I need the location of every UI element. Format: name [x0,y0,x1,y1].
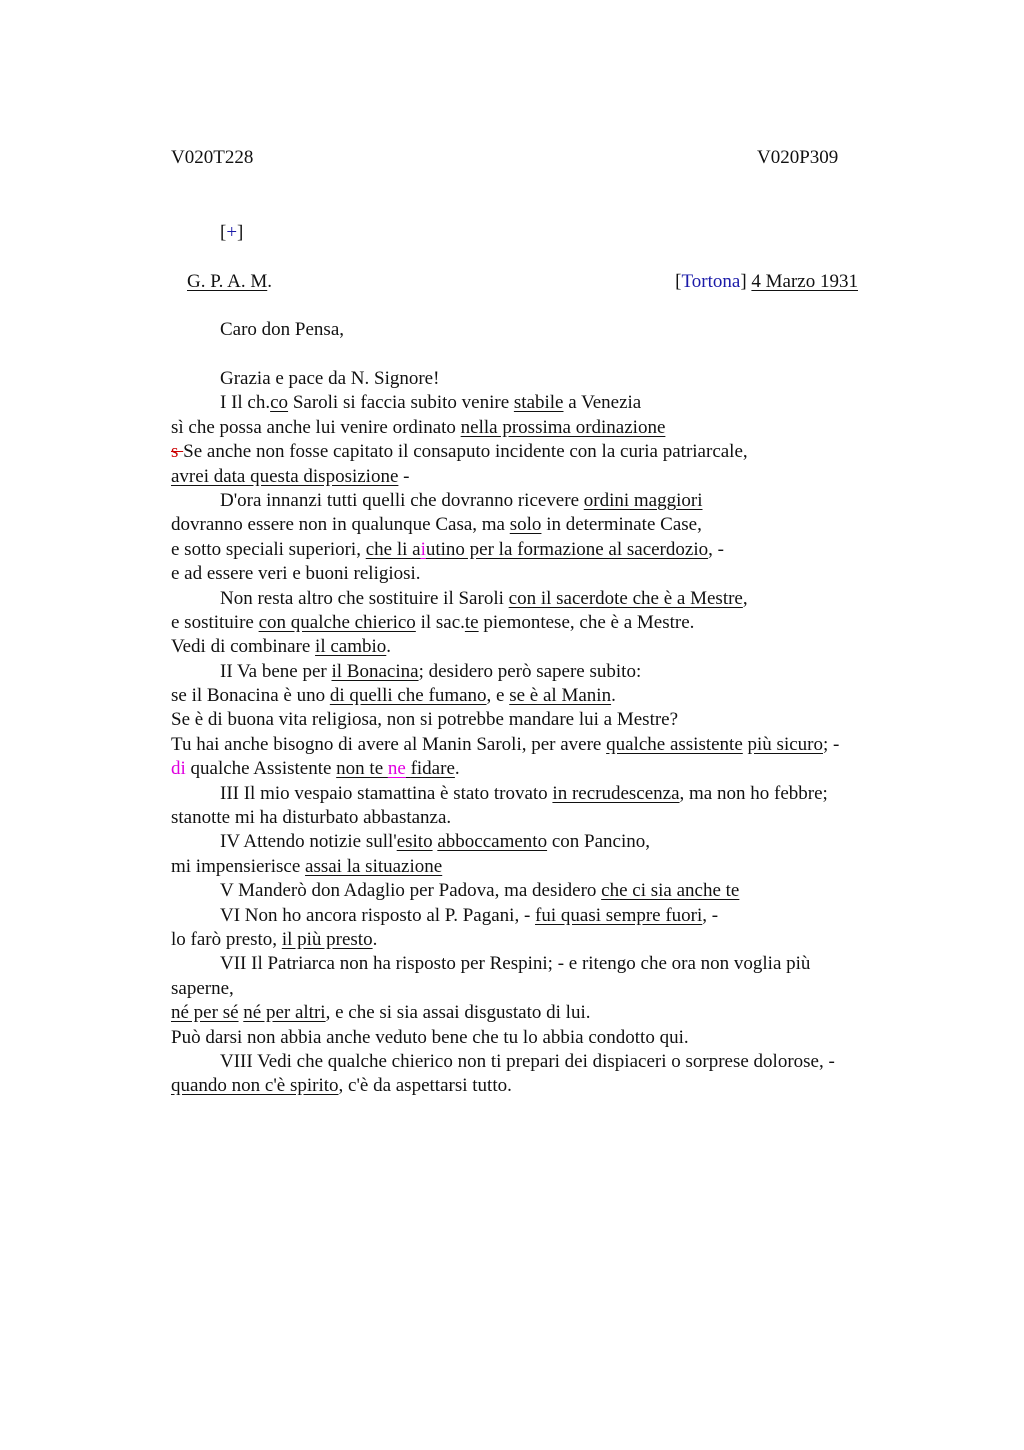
text-segment: - [398,465,410,487]
text-segment: . [454,758,460,780]
body-line [171,538,931,562]
underlined-segment: fui quasi sempre fuori [535,904,703,926]
text-segment: piemontese, che è a Mestre. [478,611,695,633]
text-segment: VI Non ho ancora risposto al P. Pagani, - [220,904,536,926]
text-segment: VIII Vedi che qualche chierico non ti prepari dei dispiaceri o sorprese dolorose, - [220,1050,835,1072]
underlined-segment: con qualche chierico [258,611,416,633]
text-segment: ; desidero però sapere subito: [418,660,642,682]
place-bracket-close: ] [740,271,747,292]
text-segment: . [611,685,616,707]
text-segment: IV Attendo notizie sull' [220,831,397,853]
body-line [171,782,931,806]
body-line [171,879,931,903]
body-line [171,952,931,976]
text-segment: I Il ch. [220,392,271,414]
body-line [171,928,931,952]
text-segment: , [742,587,748,609]
text-segment: con Pancino, [547,831,650,853]
body-line [171,1074,931,1098]
text-segment: mi impensierisce [171,855,306,877]
underlined-segment: con il sacerdote che è a Mestre [508,587,743,609]
text-segment: Non resta altro che sostituire il Saroli [220,587,509,609]
underlined-segment: il cambio [315,636,387,658]
document-code-right: V020P309 [757,147,839,168]
body-line [171,757,931,781]
underlined-segment: nella prossima ordinazione [460,416,666,438]
text-segment: qualche Assistente [185,758,337,780]
body-line [171,611,931,635]
body-line [171,977,931,1001]
underlined-segment: più sicuro [747,733,823,755]
text-segment: sì che possa anche lui venire ordinato [171,416,461,438]
text-segment: lo farò presto, [171,928,282,950]
text-segment: Tu hai anche bisogno di avere al Manin Saroli, per avere [171,733,607,755]
text-segment: saperne, [171,977,234,999]
underlined-segment: di quelli che fumano [329,685,487,707]
text-segment: Se anche non fosse capitato il consaputo incidente con la curia patriarcale, [183,441,748,463]
body-line [171,513,931,537]
expand-bracket-close: ] [237,222,244,243]
body-line [171,660,931,684]
text-segment: , - [708,538,724,560]
text-segment: , e che si sia assai disgustato di lui. [325,1002,591,1024]
body-line [171,1001,931,1025]
sender-dot: . [267,271,272,292]
text-segment: Saroli si faccia subito venire [288,392,514,414]
body-line [171,830,931,854]
place-link[interactable]: Tortona [681,271,741,292]
underlined-segment: che li a [365,538,421,560]
text-segment: . [372,928,378,950]
letter-body [171,367,931,1099]
body-line [171,806,931,830]
underlined-segment: ordini maggiori [583,489,703,511]
body-line [171,1026,931,1050]
expand-bracket-open: [ [220,222,227,243]
underlined-segment: se è al Manin [509,685,612,707]
corrected-segment: ne [387,758,406,780]
text-segment: D'ora innanzi tutti quelli che dovranno ricevere [220,489,584,511]
text-segment: , e [486,685,510,707]
underlined-segment: né per altri [243,1002,326,1024]
text-segment: in determinate Case, [541,514,702,536]
underlined-segment: qualche assistente [606,733,743,755]
underlined-segment: assai la situazione [305,855,443,877]
text-segment: Se è di buona vita religiosa, non si potrebbe mandare lui a Mestre? [171,709,679,731]
body-line [171,1050,931,1074]
body-line [171,562,931,586]
deleted-segment: s [171,441,184,463]
underlined-segment: il Bonacina [331,660,419,682]
body-line [171,465,931,489]
text-segment: e ad essere veri e buoni religiosi. [171,563,421,585]
text-segment: Può darsi non abbia anche veduto bene che tu lo abbia condotto qui. [171,1026,689,1048]
plus-icon[interactable]: + [226,222,238,243]
underlined-segment: utino per la formazione al sacerdozio [425,538,709,560]
text-segment: il sac. [415,611,465,633]
underlined-segment: né per sé [171,1002,239,1024]
underlined-segment: fidare [410,758,455,780]
letter-date: 4 Marzo 1931 [751,271,858,292]
underlined-segment: quando non c'è spirito [171,1075,339,1097]
corrected-segment: di [171,758,186,780]
body-line [171,635,931,659]
text-segment: . [386,636,392,658]
text-segment: Grazia e pace da N. Signore! [220,368,440,389]
corrected-letter: i [420,538,426,560]
salutation: Caro don Pensa, [220,319,345,340]
text-segment: ; - [823,733,840,755]
document-code-left: V020T228 [171,147,254,168]
body-line [171,367,931,391]
text-segment: stanotte mi ha disturbato abbastanza. [171,807,452,829]
body-line [171,855,931,879]
underlined-segment: avrei data questa disposizione [171,465,399,487]
body-line [171,489,931,513]
underlined-segment: co [270,392,289,414]
underlined-segment: stabile [513,392,564,414]
underlined-segment: in recrudescenza [552,782,680,804]
text-segment: V Manderò don Adaglio per Padova, ma desidero [220,880,602,902]
underlined-segment: te [464,611,479,633]
body-line [171,708,931,732]
expand-toggle[interactable] [220,221,243,245]
body-line [171,440,931,464]
underlined-segment: il più presto [281,928,373,950]
text-segment: dovranno essere non in qualunque Casa, ma [171,514,510,536]
body-line [171,587,931,611]
text-segment: III Il mio vespaio stamattina è stato trovato [220,782,553,804]
body-line [171,416,931,440]
sender-initials-text: G. P. A. M [187,271,268,292]
text-segment: a Venezia [563,392,642,414]
underlined-segment: solo [509,514,542,536]
dateline [675,270,858,294]
text-segment: se il Bonacina è uno [171,685,330,707]
text-segment: II Va bene per [220,660,332,682]
text-segment: Vedi di combinare [171,636,316,658]
text-segment: VII Il Patriarca non ha risposto per Respini; - e ritengo che ora non voglia più [220,953,811,975]
underlined-segment: abboccamento [437,831,548,853]
text-segment: , ma non ho febbre; [679,782,828,804]
text-segment: , - [702,904,719,926]
body-line [171,733,931,757]
underlined-segment: che ci sia anche te [601,880,740,902]
place-bracket-open: [ [675,271,682,292]
text-segment: e sostituire [171,611,259,633]
underlined-segment: non te [336,758,388,780]
body-line [171,684,931,708]
body-line [171,904,931,928]
underlined-segment: esito [396,831,433,853]
text-segment: e sotto speciali superiori, [171,538,366,560]
sender-initials [187,270,272,294]
text-segment: , c'è da aspettarsi tutto. [338,1075,512,1097]
body-line [171,391,931,415]
